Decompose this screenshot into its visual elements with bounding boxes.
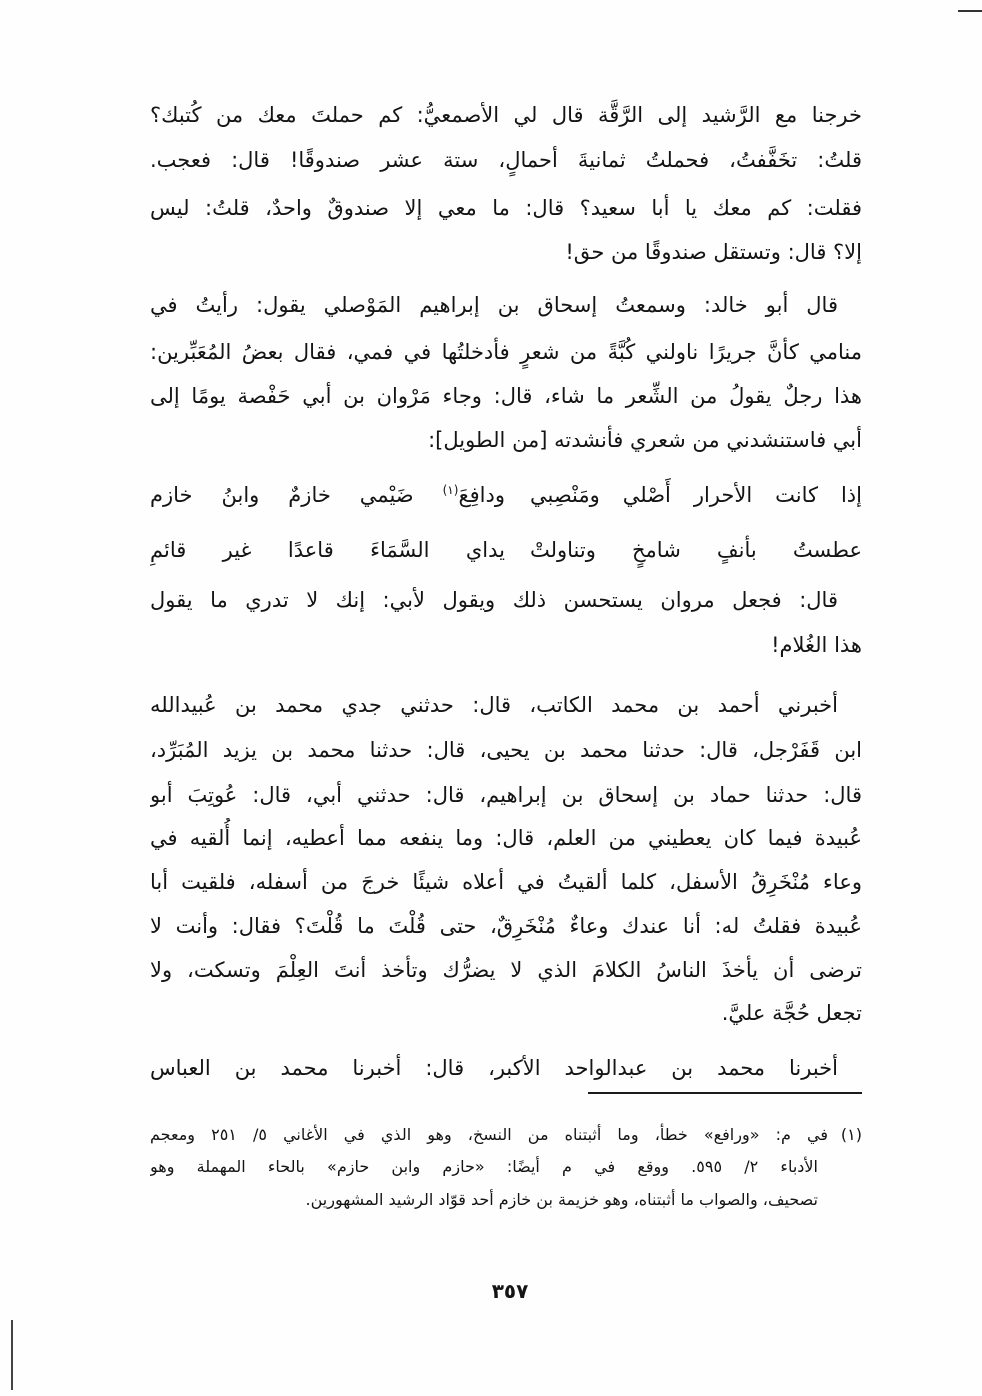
footnote-reference: (١) (442, 483, 459, 497)
text-line: قال: حدثنا حماد بن إسحاق بن إبراهيم، قال: حدثني أبي، قال: عُوتِبَ أبو (150, 783, 862, 807)
text-line: خرجنا مع الرَّشيد إلى الرَّقَّة قال لي الأصمعيُّ: كم حملتَ معك من كُتبك؟ (150, 103, 862, 127)
text-line: أبي فاستنشدني من شعري فأنشدته [من الطويل]: (428, 428, 862, 452)
scan-mark (958, 10, 982, 12)
text-line: عُبيدة فقلتُ له: أنا عندك وعاءٌ مُنْخَرِقٌ، حتى قُلْتَ ما قُلْتَ؟ فقال: وأنت لا (150, 914, 862, 938)
text-line: قال أبو خالد: وسمعتُ إسحاق بن إبراهيم المَوْصلي يقول: رأيتُ في (150, 293, 838, 317)
text-line: منامي كأنَّ جريرًا ناولني كُبَّةً من شعرٍ فأدخلتُها في فمي، فقال بعضُ المُعَبِّرين: (150, 340, 862, 364)
verse-hemistich: يداي السَّمَاءَ قاعدًا غير قائمِ (150, 538, 505, 562)
page-number: ٣٥٧ (491, 1279, 529, 1303)
text-line: قال: فجعل مروان يستحسن ذلك ويقول لأبي: إنك لا تدري ما يقول (150, 588, 838, 612)
footnote-number: (١) (840, 1125, 862, 1144)
verse-words: ضَيْمي خازمٌ وابنُ خازم (150, 483, 414, 507)
footnote-line: تصحيف، والصواب ما أثبتناه، وهو خزيمة بن خازم أحد قوّاد الرشيد المشهورين. (305, 1190, 818, 1209)
text-line: هذا رجلٌ يقولُ من الشِّعر ما شاء، قال: وجاء مَرْوان بن أبي حَفْصة يومًا إلى (150, 384, 862, 408)
text-line: عُبيدة فيما كان يعطيني من العلم، قال: وما ينفعه مما أعطيه، إنما أُلقيه في (150, 826, 862, 850)
text-line: ترضى أن يأخذَ الناسُ الكلامَ الذي لا يضرُّك وتأخذ أنتَ العِلْمَ وتسكت، ولا (150, 958, 862, 982)
verse-hemistich (150, 475, 505, 515)
text-line: هذا الغُلام! (771, 633, 862, 657)
text-line: تجعل حُجَّة عليَّ. (721, 1001, 862, 1025)
text-line: فقلت: كم معك يا أبا سعيد؟ قال: ما معي إلا صندوقٌ واحدٌ، قلتُ: ليس (150, 196, 862, 220)
footnote-separator (588, 1092, 862, 1094)
footnote-line: في م: «ورافع» خطأ، وما أثبتناه من النسخ، وهو الذي في الأغاني ٥/ ٢٥١ ومعجم (150, 1125, 828, 1144)
text-line: ابن قَفَرْجل، قال: حدثنا محمد بن يحيى، قال: حدثنا محمد بن يزيد المُبَرِّد، (150, 738, 862, 762)
verse-word: ودافِعَ (458, 483, 505, 507)
footnote-line: الأدباء ٢/ ٥٩٥. ووقع في م أيضًا: «حازم وابن حازم» بالحاء المهملة وهو (150, 1157, 818, 1176)
text-line: قلتُ: تخَفَّفتُ، فحملتُ ثمانيةَ أحمالٍ، ستة عشر صندوقًا! قال: فعجب. (150, 148, 862, 172)
text-line: أخبرني أحمد بن محمد الكاتب، قال: حدثني جدي محمد بن عُبيدالله (150, 693, 838, 717)
text-line: إلا؟ قال: وتستقل صندوقًا من حق! (565, 240, 862, 264)
text-line: وعاء مُنْخَرِقُ الأسفل، كلما ألقيتُ في أعلاه شيئًا خرجَ من أسفله، فلقيت أبا (150, 870, 862, 894)
verse-hemistich: إذا كانت الأحرار أَصْلي ومَنْصِبي (530, 483, 862, 507)
verse-hemistich: عطستُ بأنفٍ شامخٍ وتناولتْ (530, 538, 862, 562)
text-line: أخبرنا محمد بن عبدالواحد الأكبر، قال: أخبرنا محمد بن العباس (150, 1056, 838, 1080)
scan-mark (11, 1320, 13, 1390)
